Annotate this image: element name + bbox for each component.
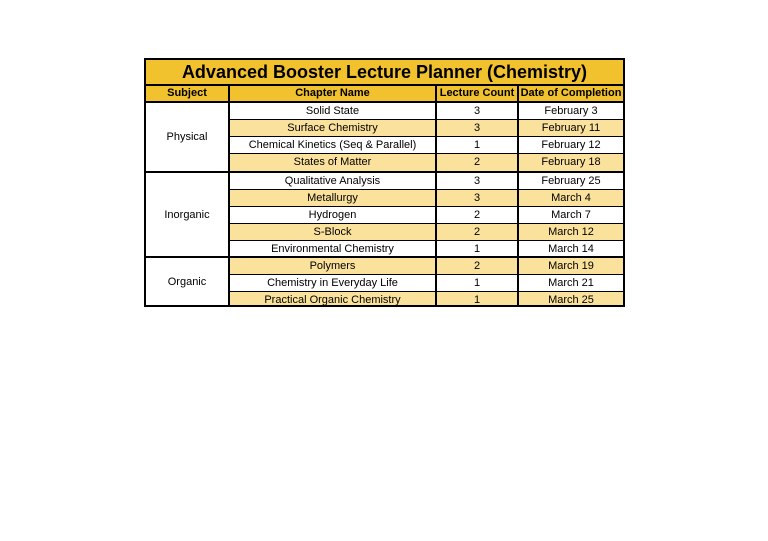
date-cell: February 25 xyxy=(519,173,623,190)
chapter-cell: Chemical Kinetics (Seq & Parallel) xyxy=(230,137,435,154)
chapter-cell: Hydrogen xyxy=(230,207,435,224)
subject-cell-physical: Physical xyxy=(146,103,228,173)
header-subject: Subject xyxy=(146,86,228,103)
chapter-cell: Practical Organic Chemistry xyxy=(230,292,435,305)
lecture-count-cell: 1 xyxy=(437,241,517,258)
lecture-count-cell: 1 xyxy=(437,275,517,292)
chapter-cell: S-Block xyxy=(230,224,435,241)
chapter-cell: Environmental Chemistry xyxy=(230,241,435,258)
lecture-count-cell: 1 xyxy=(437,137,517,154)
date-cell: February 12 xyxy=(519,137,623,154)
date-cell: March 19 xyxy=(519,258,623,275)
date-cell: March 12 xyxy=(519,224,623,241)
date-cell: February 3 xyxy=(519,103,623,120)
chapter-cell: Chemistry in Everyday Life xyxy=(230,275,435,292)
date-cell: February 11 xyxy=(519,120,623,137)
date-cell: March 7 xyxy=(519,207,623,224)
chapter-cell: Metallurgy xyxy=(230,190,435,207)
lecture-count-cell: 2 xyxy=(437,258,517,275)
lecture-count-cell: 2 xyxy=(437,224,517,241)
lecture-planner-table xyxy=(144,58,625,307)
date-cell: March 14 xyxy=(519,241,623,258)
lecture-count-cell: 1 xyxy=(437,292,517,305)
chapter-cell: Polymers xyxy=(230,258,435,275)
lecture-count-cell: 2 xyxy=(437,207,517,224)
column-divider xyxy=(517,86,519,305)
header-date-of-completion: Date of Completion xyxy=(519,86,623,103)
date-cell: March 25 xyxy=(519,292,623,305)
date-cell: March 21 xyxy=(519,275,623,292)
lecture-count-cell: 3 xyxy=(437,190,517,207)
lecture-count-cell: 2 xyxy=(437,154,517,173)
lecture-count-cell: 3 xyxy=(437,173,517,190)
lecture-count-cell: 3 xyxy=(437,120,517,137)
column-divider xyxy=(228,86,230,305)
column-divider xyxy=(435,86,437,305)
date-cell: February 18 xyxy=(519,154,623,173)
header-chapter-name: Chapter Name xyxy=(230,86,435,103)
chapter-cell: Qualitative Analysis xyxy=(230,173,435,190)
table-title: Advanced Booster Lecture Planner (Chemistry) xyxy=(146,60,623,86)
lecture-count-cell: 3 xyxy=(437,103,517,120)
subject-cell-organic: Organic xyxy=(167,275,207,288)
chapter-cell: Solid State xyxy=(230,103,435,120)
chapter-cell: States of Matter xyxy=(230,154,435,173)
header-lecture-count: Lecture Count xyxy=(437,86,517,103)
chapter-cell: Surface Chemistry xyxy=(230,120,435,137)
date-cell: March 4 xyxy=(519,190,623,207)
subject-cell-inorganic: Inorganic xyxy=(146,173,228,258)
